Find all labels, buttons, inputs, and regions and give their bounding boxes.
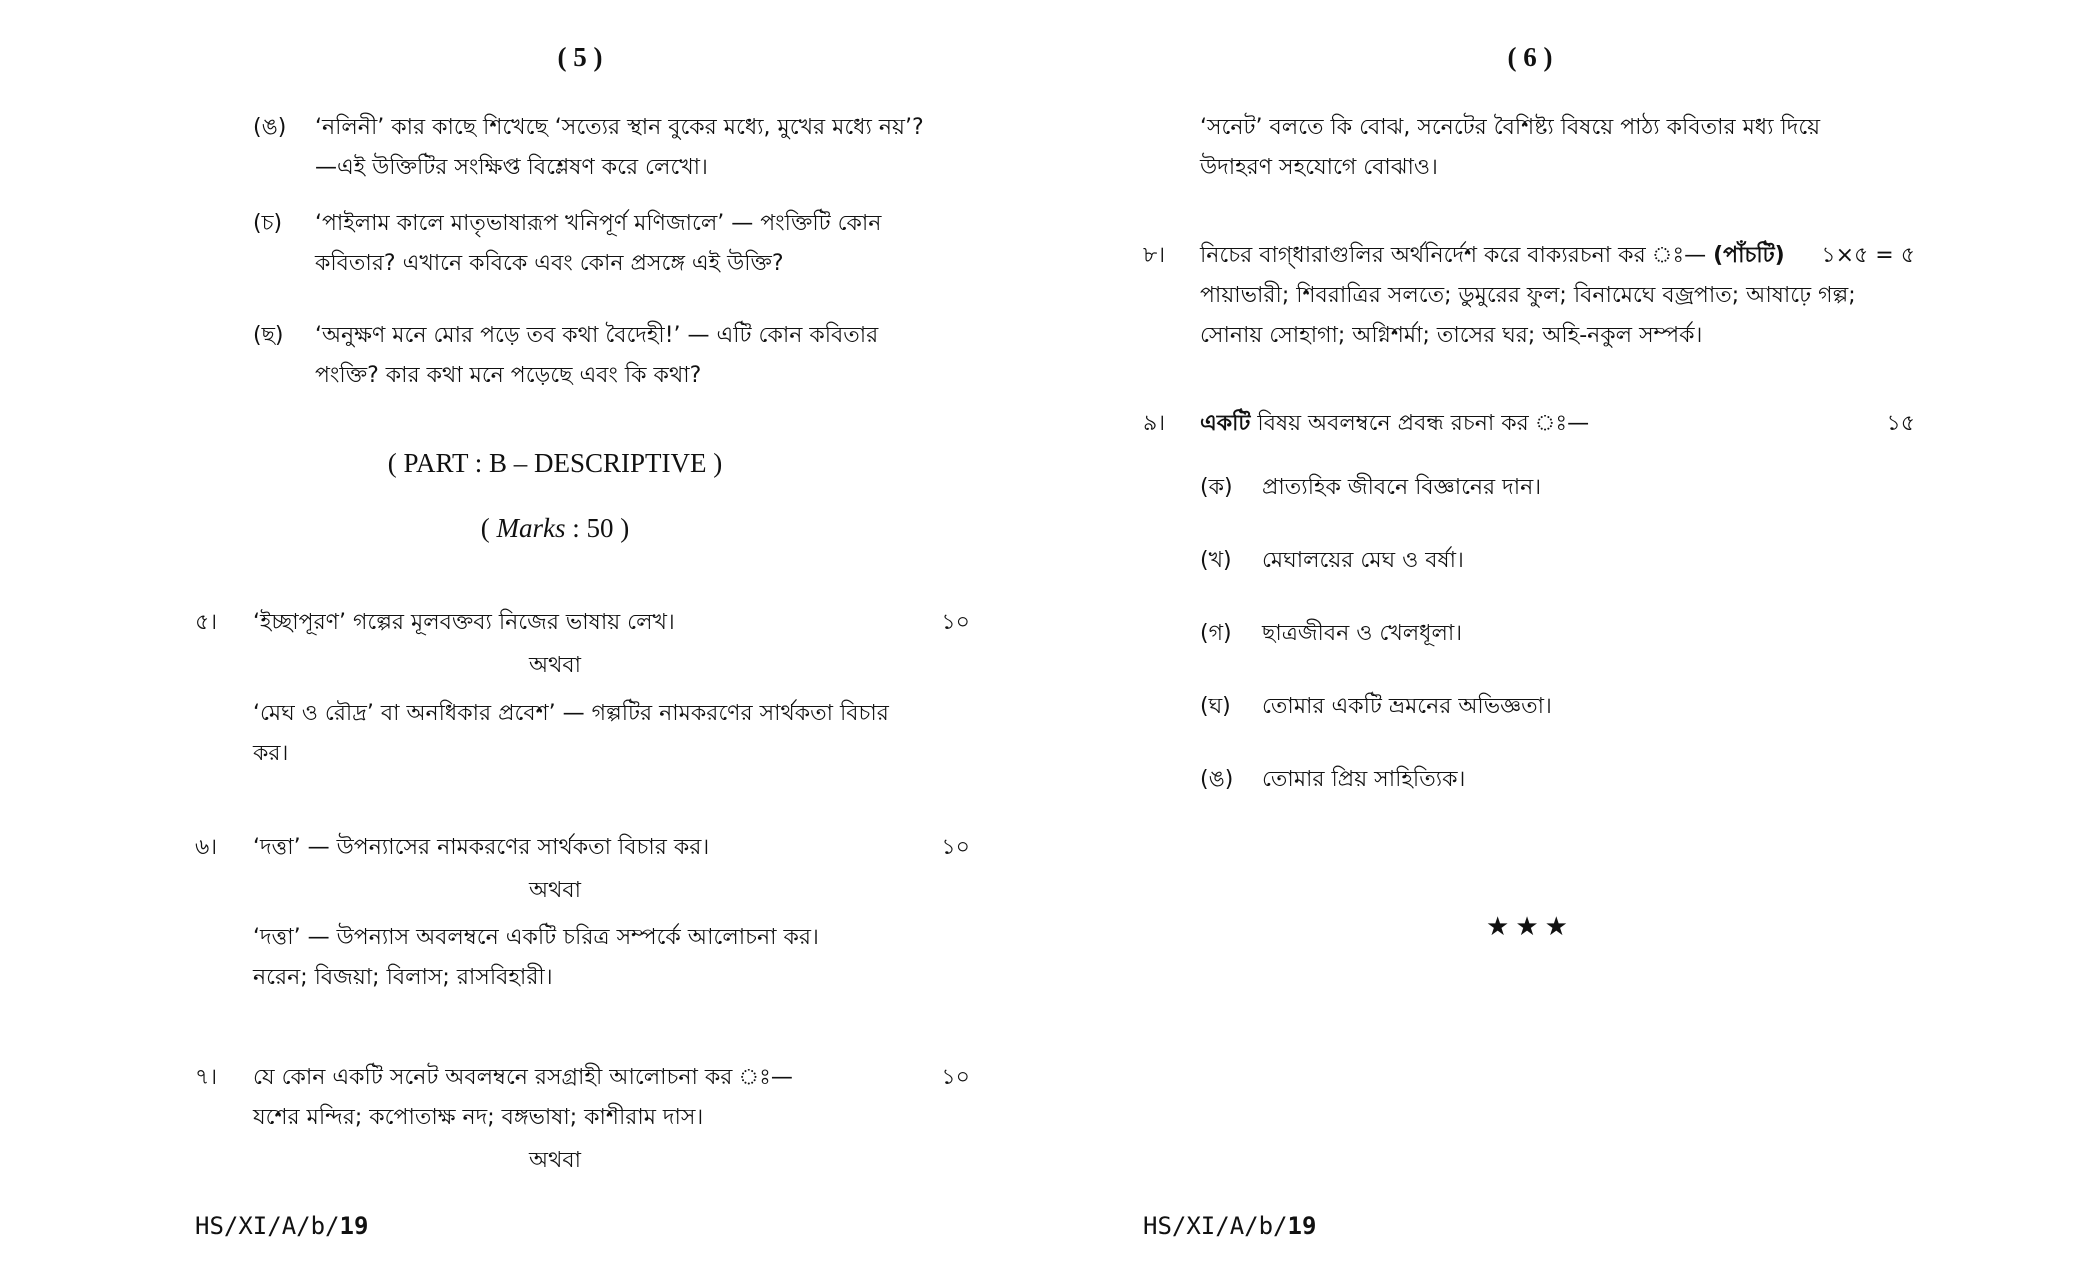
footer-code: HS/XI/A/b/19	[195, 1212, 369, 1240]
option-text: তোমার প্রিয় সাহিত্যিক।	[1262, 767, 1466, 792]
option-number: (ঙ)	[1200, 767, 1234, 792]
end-stars-icon: ★★★	[1486, 912, 1574, 942]
question-text: ‘দত্তা’ — উপন্যাস অবলম্বনে একটি চরিত্র সম্পর্কে আলোচনা কর।	[253, 925, 819, 950]
option-text: তোমার একটি ভ্রমনের অভিজ্ঞতা।	[1262, 694, 1552, 719]
question-number: (চ)	[253, 211, 283, 236]
question-text: —এই উক্তিটির সংক্ষিপ্ত বিশ্লেষণ করে লেখো।	[315, 155, 708, 180]
marks-heading: ( Marks : 50 )	[480, 513, 630, 543]
question-text: পংক্তি? কার কথা মনে পড়েছে এবং কি কথা?	[315, 363, 702, 388]
question-marks: ১০	[941, 610, 970, 635]
question-text: কবিতার? এখানে কবিকে এবং কোন প্রসঙ্গে এই উক্তি?	[315, 251, 784, 276]
option-number: (ক)	[1200, 475, 1233, 500]
page-number: ( 6 )	[1507, 42, 1553, 72]
question-text: যে কোন একটি সনেট অবলম্বনে রসগ্রাহী আলোচনা কর ঃ—	[253, 1065, 793, 1090]
question-text: ‘পাইলাম কালে মাতৃভাষারূপ খনিপূর্ণ মণিজালে’ — পংক্তিটি কোন	[315, 211, 882, 236]
or-divider: অথবা	[529, 878, 581, 903]
question-text: ‘অনুক্ষণ মনে মোর পড়ে তব কথা বৈদেহী!’ — এটি কোন কবিতার	[315, 323, 879, 348]
question-marks: ১০	[941, 1065, 970, 1090]
question-text: পায়াভারী; শিবরাত্রির সলতে; ডুমুরের ফুল; বিনামেঘে বজ্রপাত; আষাঢ়ে গল্প;	[1200, 283, 1856, 308]
question-text: উদাহরণ সহযোগে বোঝাও।	[1200, 155, 1438, 180]
question-text: নরেন; বিজয়া; বিলাস; রাসবিহারী।	[253, 965, 553, 990]
question-text: নিচের বাগ্‌ধারাগুলির অর্থনির্দেশ করে বাক্যরচনা কর ঃ— (পাঁচটি)	[1200, 243, 1785, 268]
question-text: ‘নলিনী’ কার কাছে শিখেছে ‘সত্যের স্থান বুকের মধ্যে, মুখের মধ্যে নয়’?	[315, 115, 924, 140]
page-number: ( 5 )	[557, 42, 603, 72]
part-title: ( PART : B – DESCRIPTIVE )	[387, 448, 723, 478]
question-text: কর।	[253, 741, 289, 766]
or-divider: অথবা	[529, 1148, 581, 1173]
question-number: (ছ)	[253, 323, 284, 348]
question-text: ‘সনেট’ বলতে কি বোঝ, সনেটের বৈশিষ্ট্য বিষয়ে পাঠ্য কবিতার মধ্য দিয়ে	[1200, 115, 1821, 140]
question-number: ৫।	[195, 610, 218, 635]
question-text: একটি বিষয় অবলম্বনে প্রবন্ধ রচনা কর ঃ—	[1200, 411, 1590, 436]
question-number: ৮।	[1143, 243, 1166, 268]
option-text: ছাত্রজীবন ও খেলধূলা।	[1262, 621, 1463, 646]
question-text: যশের মন্দির; কপোতাক্ষ নদ; বঙ্গভাষা; কাশীরাম দাস।	[253, 1105, 704, 1130]
footer-code: HS/XI/A/b/19	[1143, 1212, 1317, 1240]
option-number: (খ)	[1200, 548, 1232, 573]
question-marks: ১×৫ = ৫	[1821, 243, 1915, 268]
question-marks: ১৫	[1886, 411, 1915, 436]
question-text: সোনায় সোহাগা; অগ্নিশর্মা; তাসের ঘর; অহি-নকুল সম্পর্ক।	[1200, 323, 1703, 348]
question-number: ৯।	[1143, 411, 1166, 436]
question-text: ‘মেঘ ও রৌদ্র’ বা অনধিকার প্রবেশ’ — গল্পটির নামকরণের সার্থকতা বিচার	[253, 701, 889, 726]
question-text: ‘ইচ্ছাপূরণ’ গল্পের মূলবক্তব্য নিজের ভাষায় লেখ।	[253, 610, 675, 635]
or-divider: অথবা	[529, 653, 581, 678]
question-number: ৭।	[195, 1065, 218, 1090]
option-number: (গ)	[1200, 621, 1232, 646]
question-number: (ঙ)	[253, 115, 287, 140]
question-text: ‘দত্তা’ — উপন্যাসের নামকরণের সার্থকতা বিচার কর।	[253, 835, 710, 860]
question-number: ৬।	[195, 835, 218, 860]
option-text: প্রাত্যহিক জীবনে বিজ্ঞানের দান।	[1262, 475, 1542, 500]
option-number: (ঘ)	[1200, 694, 1231, 719]
option-text: মেঘালয়ের মেঘ ও বর্ষা।	[1262, 548, 1464, 573]
question-marks: ১০	[941, 835, 970, 860]
